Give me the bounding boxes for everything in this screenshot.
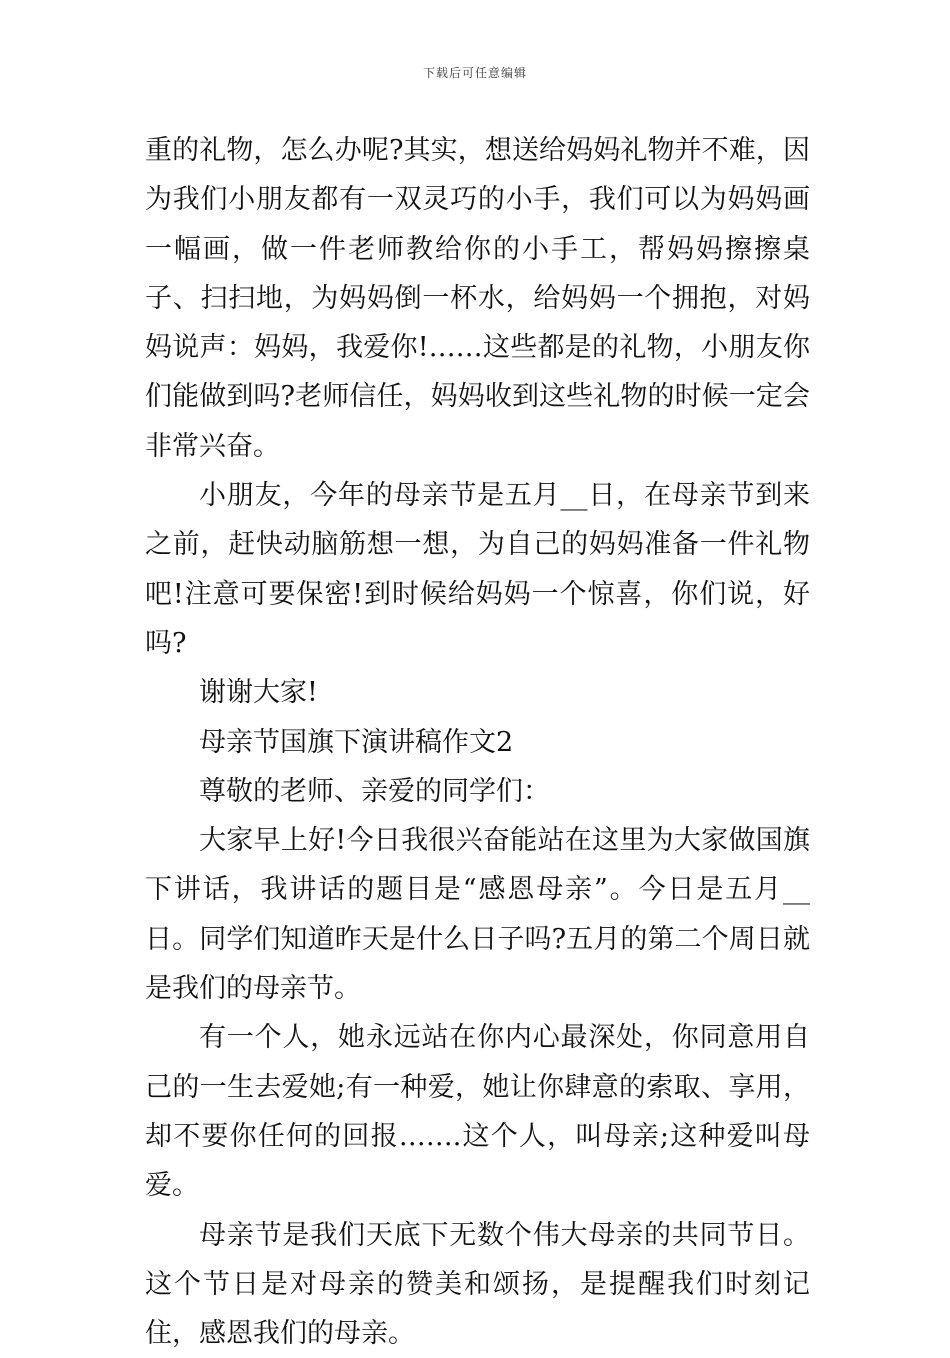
paragraph-salutation: 尊敬的老师、亲爱的同学们：	[199, 775, 550, 807]
paragraph-holiday-meaning: 母亲节是我们天底下无数个伟大母亲的共同节日。这个节日是对母亲的赞美和颂扬，是提醒我们时刻记住，感恩我们的母亲。	[145, 1219, 810, 1350]
paragraph-mother-love: 有一个人，她永远站在你内心最深处，你同意用自己的一生去爱她;有一种爱，她让你肆意的索取、享用，却不要你任何的回报…….这个人，叫母亲;这种爱叫母爱。	[145, 1022, 810, 1202]
paragraph-gift-ideas: 重的礼物，怎么办呢?其实，想送给妈妈礼物并不难，因为我们小朋友都有一双灵巧的小手，我们可以为妈妈画一幅画，做一件老师教给你的小手工，帮妈妈擦擦桌子、扫扫地，为妈妈倒一杯水，给妈妈一个拥抱，对妈妈说声：妈妈，我爱你!……这些都是的礼物，小朋友你们能做到吗?老师信任，妈妈收到这些礼物的时候一定会非常兴奋。	[145, 135, 810, 462]
section-title: 母亲节国旗下演讲稿作文2	[199, 726, 514, 758]
paragraph-mothers-day-date: 小朋友，今年的母亲节是五月__日，在母亲节到来之前，赶快动脑筋想一想，为自己的妈妈准备一件礼物吧!注意可要保密!到时候给妈妈一个惊喜，你们说，好吗?	[145, 480, 810, 659]
paragraph-thanks: 谢谢大家!	[199, 677, 318, 709]
document-body	[145, 126, 810, 1358]
page-header: 下载后可任意编辑	[422, 66, 527, 80]
paragraph-greeting: 大家早上好!今日我很兴奋能站在这里为大家做国旗下讲话，我讲话的题目是“感恩母亲”。今日是五月__日。同学们知道昨天是什么日子吗?五月的第二个周日就是我们的母亲节。	[145, 825, 810, 1005]
